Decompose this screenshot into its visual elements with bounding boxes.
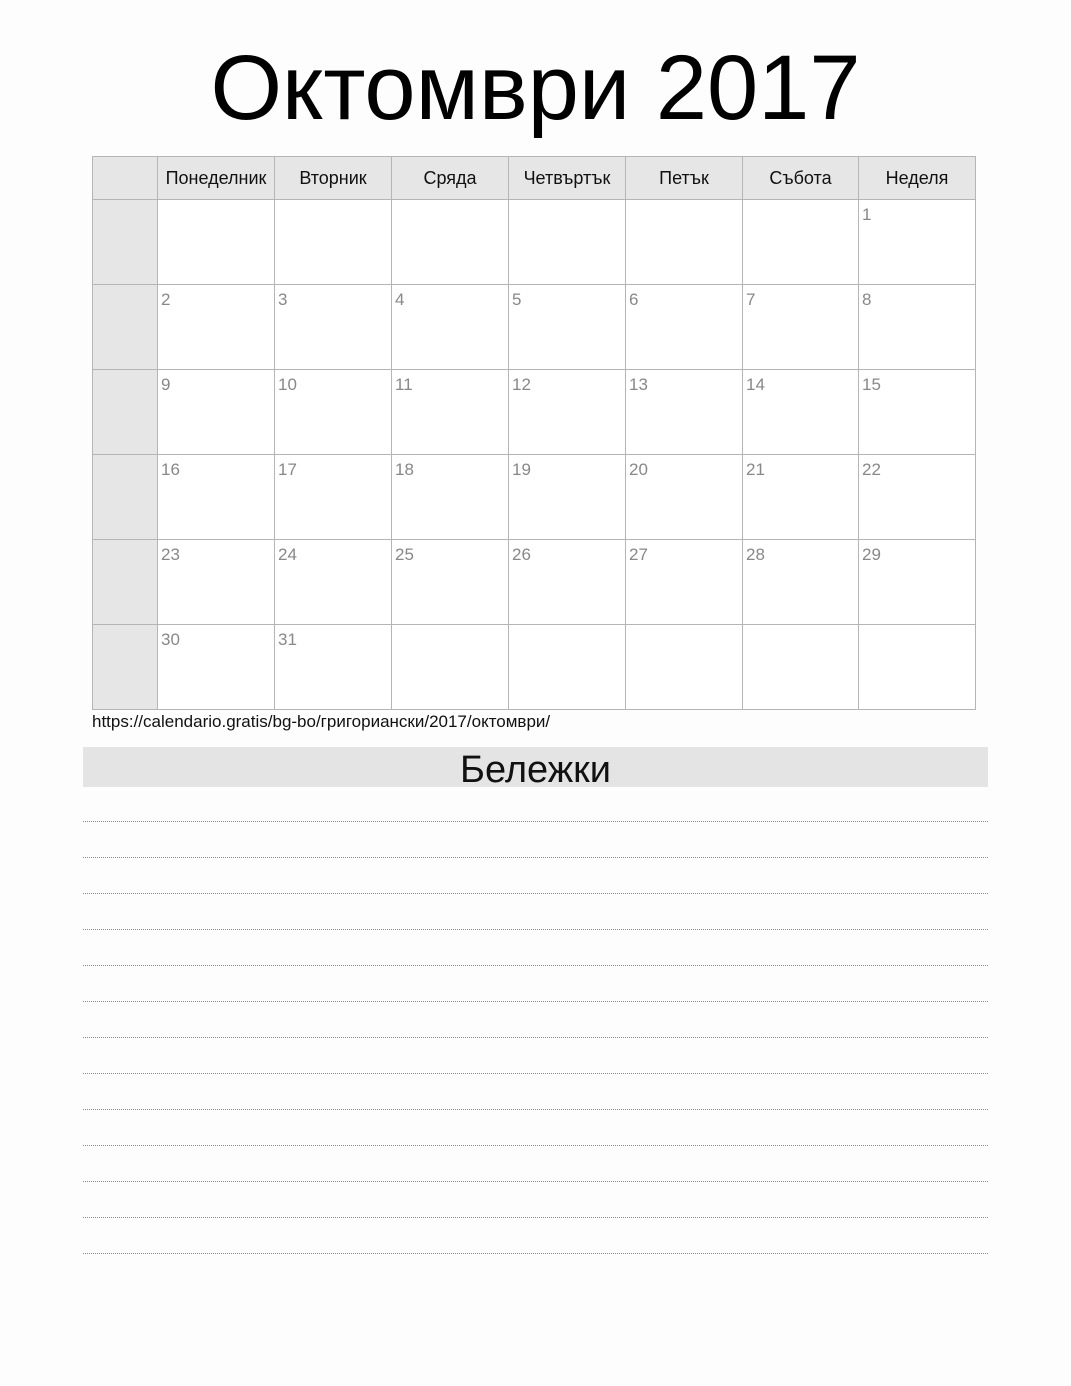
weekday-header: Вторник [275, 157, 392, 200]
day-cell[interactable] [509, 200, 626, 285]
day-cell[interactable] [275, 200, 392, 285]
day-cell[interactable] [509, 370, 626, 455]
day-number: 26 [512, 545, 531, 564]
day-cell[interactable] [392, 625, 509, 710]
week-row [93, 540, 976, 625]
day-number: 1 [862, 205, 872, 224]
day-cell[interactable] [509, 285, 626, 370]
day-number: 31 [278, 630, 297, 649]
day-cell[interactable] [275, 370, 392, 455]
day-cell[interactable] [275, 455, 392, 540]
day-number: 22 [862, 460, 881, 479]
source-url: https://calendario.gratis/bg-bo/григориански/2017/октомври/ [92, 712, 551, 731]
weekday-header: Събота [743, 157, 859, 200]
day-number [509, 625, 625, 630]
day-number: 10 [278, 375, 297, 394]
weekday-header: Четвъртък [509, 157, 626, 200]
day-number [626, 200, 742, 205]
note-line[interactable] [83, 1218, 988, 1254]
day-number: 5 [512, 290, 522, 309]
week-number-header [93, 157, 158, 200]
day-number: 20 [629, 460, 648, 479]
day-number: 24 [278, 545, 297, 564]
day-cell[interactable] [158, 540, 275, 625]
day-cell[interactable] [859, 540, 976, 625]
day-cell[interactable] [158, 370, 275, 455]
day-number: 13 [629, 375, 648, 394]
day-number: 8 [862, 290, 872, 309]
day-number: 28 [746, 545, 765, 564]
day-cell[interactable] [859, 200, 976, 285]
day-number [275, 200, 391, 205]
day-number: 6 [629, 290, 639, 309]
day-cell[interactable] [626, 625, 743, 710]
day-number [743, 200, 858, 205]
day-cell[interactable] [158, 200, 275, 285]
day-number: 23 [161, 545, 180, 564]
day-number [859, 625, 975, 630]
week-row [93, 285, 976, 370]
day-cell[interactable] [158, 625, 275, 710]
weekday-header-row [93, 157, 976, 200]
day-cell[interactable] [859, 370, 976, 455]
weekday-header: Петък [626, 157, 743, 200]
weekday-header: Неделя [859, 157, 976, 200]
day-number: 15 [862, 375, 881, 394]
note-line[interactable] [83, 1110, 988, 1146]
day-number: 4 [395, 290, 405, 309]
week-number-cell [93, 455, 158, 540]
note-line[interactable] [83, 1074, 988, 1110]
note-line[interactable] [83, 1146, 988, 1182]
day-number [392, 200, 508, 205]
week-row [93, 455, 976, 540]
day-cell[interactable] [626, 540, 743, 625]
day-cell[interactable] [392, 370, 509, 455]
day-cell[interactable] [158, 285, 275, 370]
day-cell[interactable] [392, 200, 509, 285]
day-cell[interactable] [509, 455, 626, 540]
week-number-cell [93, 200, 158, 285]
note-line[interactable] [83, 1002, 988, 1038]
day-cell[interactable] [626, 285, 743, 370]
day-number: 25 [395, 545, 414, 564]
weekday-header: Понеделник [158, 157, 275, 200]
day-number: 29 [862, 545, 881, 564]
day-number: 9 [161, 375, 171, 394]
notes-title: Бележки [83, 747, 988, 787]
day-cell[interactable] [275, 540, 392, 625]
week-row [93, 625, 976, 710]
day-cell[interactable] [743, 455, 859, 540]
weekday-header: Сряда [392, 157, 509, 200]
day-cell[interactable] [158, 455, 275, 540]
note-line[interactable] [83, 930, 988, 966]
day-cell[interactable] [509, 625, 626, 710]
day-cell[interactable] [392, 285, 509, 370]
day-cell[interactable] [859, 625, 976, 710]
day-number: 12 [512, 375, 531, 394]
note-line[interactable] [83, 822, 988, 858]
note-line[interactable] [83, 894, 988, 930]
calendar-grid [92, 156, 976, 710]
day-number [626, 625, 742, 630]
week-row [93, 370, 976, 455]
day-number: 27 [629, 545, 648, 564]
day-cell[interactable] [743, 200, 859, 285]
week-number-cell [93, 625, 158, 710]
day-cell[interactable] [392, 540, 509, 625]
day-number: 2 [161, 290, 171, 309]
notes-lines [83, 786, 988, 1254]
day-cell[interactable] [743, 625, 859, 710]
day-cell[interactable] [392, 455, 509, 540]
day-cell[interactable] [626, 370, 743, 455]
day-number: 21 [746, 460, 765, 479]
day-number [743, 625, 858, 630]
note-line[interactable] [83, 1038, 988, 1074]
day-cell[interactable] [275, 625, 392, 710]
day-number [509, 200, 625, 205]
day-number [158, 200, 274, 205]
day-cell[interactable] [859, 285, 976, 370]
week-row [93, 200, 976, 285]
day-cell[interactable] [509, 540, 626, 625]
day-number: 14 [746, 375, 765, 394]
day-number: 3 [278, 290, 288, 309]
day-cell[interactable] [743, 370, 859, 455]
day-number: 17 [278, 460, 297, 479]
page-title: Октомври 2017 [210, 37, 861, 139]
day-cell[interactable] [859, 455, 976, 540]
day-cell[interactable] [626, 455, 743, 540]
day-number: 16 [161, 460, 180, 479]
day-cell[interactable] [626, 200, 743, 285]
day-number: 18 [395, 460, 414, 479]
week-number-cell [93, 540, 158, 625]
note-line[interactable] [83, 858, 988, 894]
day-cell[interactable] [743, 540, 859, 625]
day-cell[interactable] [743, 285, 859, 370]
week-number-cell [93, 285, 158, 370]
note-line[interactable] [83, 966, 988, 1002]
day-number: 30 [161, 630, 180, 649]
day-number [392, 625, 508, 630]
day-number: 11 [395, 375, 413, 394]
note-line[interactable] [83, 786, 988, 822]
week-number-cell [93, 370, 158, 455]
day-number: 7 [746, 290, 756, 309]
day-number: 19 [512, 460, 531, 479]
note-line[interactable] [83, 1182, 988, 1218]
day-cell[interactable] [275, 285, 392, 370]
